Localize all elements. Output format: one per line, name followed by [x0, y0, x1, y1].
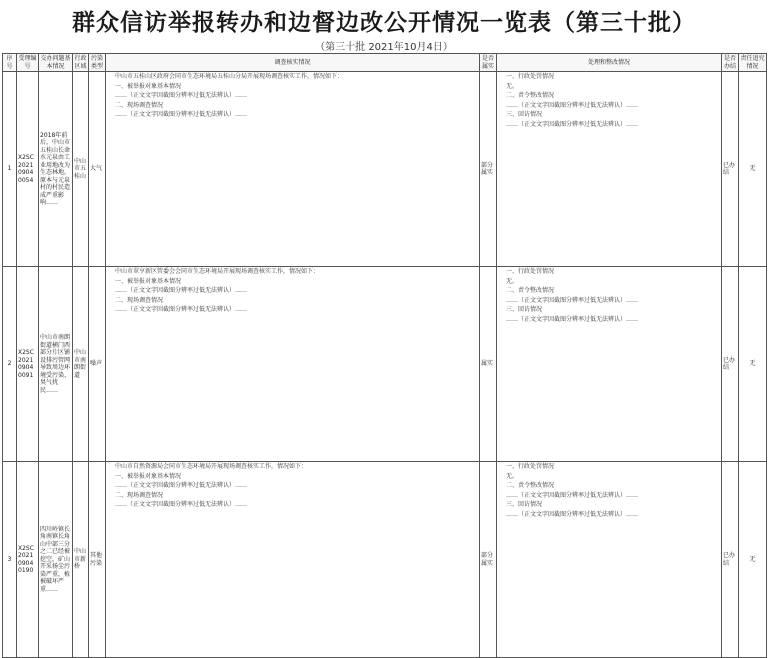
- investigation-para: 一、被举报对象基本情况: [115, 277, 182, 285]
- cell-true-status: 属实: [480, 267, 497, 462]
- cell-summary: 2018年前后，中山市五桂山长命水元泉由工业用地改为生态林地，原本与元泉村的村民造成严重影响……: [39, 72, 73, 267]
- investigation-para: ……（正文文字因截图分辨率过低无法辨认）……: [115, 92, 248, 99]
- handling-para: ……（正文文字因截图分辨率过低无法辨认）……: [506, 315, 639, 323]
- cell-accountability: 无: [739, 267, 767, 462]
- page-title: 群众信访举报转办和边督边改公开情况一览表（第三十批）: [72, 9, 696, 36]
- handling-para: 三、回访情况: [506, 111, 543, 118]
- cell-pollution: 大气: [89, 72, 106, 267]
- investigation-para: ……（正文文字因截图分辨率过低无法辨认）……: [115, 111, 248, 118]
- handling-para: 无。: [506, 277, 519, 285]
- col-header-region: 行政区域: [74, 55, 87, 70]
- col-header-investigation: 调查核实情况: [106, 54, 480, 72]
- handling-para: 无。: [506, 82, 519, 90]
- investigation-para: 中山市五桂山区政府会同市生态环境局五桂山分局开展现场调查核实工作，情况如下：: [115, 73, 344, 80]
- investigation-para: ……（正文文字因截图分辨率过低无法辨认）……: [115, 287, 248, 294]
- cell-code: X2SC20210904 0091: [17, 267, 39, 462]
- cell-true-status: 部分属实: [480, 462, 497, 658]
- cell-handling: [497, 72, 722, 267]
- page-subtitle: （第三十批 2021年10月4日）: [315, 42, 453, 53]
- cell-code: X2SC20210904 0190: [17, 462, 39, 658]
- investigation-para: 二、现场调查情况: [115, 296, 164, 304]
- handling-para: ……（正文文字因截图分辨率过低无法辨认）……: [506, 120, 639, 128]
- cell-investigation: [106, 267, 480, 462]
- handling-para: ……（正文文字因截图分辨率过低无法辨认）……: [506, 491, 639, 499]
- cell-index: 1: [3, 72, 17, 267]
- cell-region: 中山市新桥: [73, 462, 89, 658]
- cell-code: X2SC20210904 0054: [17, 72, 39, 267]
- col-header-true-status: 是否属实: [480, 54, 497, 72]
- cell-accountability: 无: [739, 72, 767, 267]
- handling-para: ……（正文文字因截图分辨率过低无法辨认）……: [506, 296, 639, 304]
- col-header-closed: 是否办结: [722, 54, 739, 72]
- cell-accountability: 无: [739, 462, 767, 658]
- handling-para: 一、行政处罚情况: [506, 463, 555, 470]
- handling-para: ……（正文文字因截图分辨率过低无法辨认）……: [506, 510, 639, 518]
- cell-handling: [497, 267, 722, 462]
- table-row: [3, 462, 767, 658]
- cell-closed: 已办结: [722, 72, 739, 267]
- investigation-para: ……（正文文字因截图分辨率过低无法辨认）……: [115, 306, 248, 313]
- cell-handling: [497, 462, 722, 658]
- investigation-para: ……（正文文字因截图分辨率过低无法辨认）……: [115, 501, 248, 508]
- cell-index: 2: [3, 267, 17, 462]
- col-header-pollution: 污染类型: [89, 54, 106, 72]
- col-header-accountability: 责任追究情况: [740, 55, 765, 70]
- cell-summary: 中山市南朗街道横门西部分片区铺设排污管网导致周边环境受污染、臭气扰民……: [39, 267, 73, 462]
- table-row: [3, 267, 767, 462]
- cell-summary: 四川岭镇长角南镇长角山中部三分之二已经被挖空，矿山开采扬尘污染严重，植被破坏严重……: [39, 462, 73, 658]
- investigation-para: 二、现场调查情况: [115, 101, 164, 109]
- handling-para: 三、回访情况: [506, 306, 543, 313]
- cell-closed: 已办结: [722, 462, 739, 658]
- cell-true-status: 部分属实: [480, 72, 497, 267]
- handling-para: 二、责令整改情况: [506, 482, 555, 489]
- cell-region: 中山市南朗街道: [73, 267, 89, 462]
- investigation-para: 中山市自然资源局会同市生态环境局开展现场调查核实工作，情况如下：: [115, 463, 308, 470]
- cell-investigation: [106, 462, 480, 658]
- cell-pollution: 噪声: [89, 267, 106, 462]
- investigation-para: ……（正文文字因截图分辨率过低无法辨认）……: [115, 482, 248, 489]
- cell-investigation: [106, 72, 480, 267]
- cell-closed: 已办结: [722, 267, 739, 462]
- cell-pollution: 其他污染: [89, 462, 106, 658]
- table-row: [3, 72, 767, 267]
- investigation-para: 二、现场调查情况: [115, 491, 164, 499]
- cell-index: 3: [3, 462, 17, 658]
- handling-para: 一、行政处罚情况: [506, 268, 555, 275]
- handling-para: 无。: [506, 472, 519, 480]
- handling-para: 一、行政处罚情况: [506, 73, 555, 80]
- investigation-para: 中山市翠亨新区管委会会同市生态环境局开展现场调查核实工作，情况如下：: [115, 268, 320, 275]
- handling-para: 二、责令整改情况: [506, 92, 555, 99]
- investigation-para: 一、被举报对象基本情况: [115, 472, 182, 480]
- col-header-handling: 处理和整改情况: [497, 54, 722, 72]
- investigation-para: 一、被举报对象基本情况: [115, 82, 182, 90]
- handling-para: 三、回访情况: [506, 501, 543, 508]
- petition-table: [2, 53, 767, 658]
- col-header-summary: 交办问题基本情况: [40, 55, 71, 70]
- cell-region: 中山市五桂山: [73, 72, 89, 267]
- col-header-code: 受理编号: [18, 55, 37, 70]
- col-header-index: 序号: [3, 54, 17, 72]
- table-header-row: [3, 54, 767, 72]
- handling-para: ……（正文文字因截图分辨率过低无法辨认）……: [506, 101, 639, 109]
- handling-para: 二、责令整改情况: [506, 287, 555, 294]
